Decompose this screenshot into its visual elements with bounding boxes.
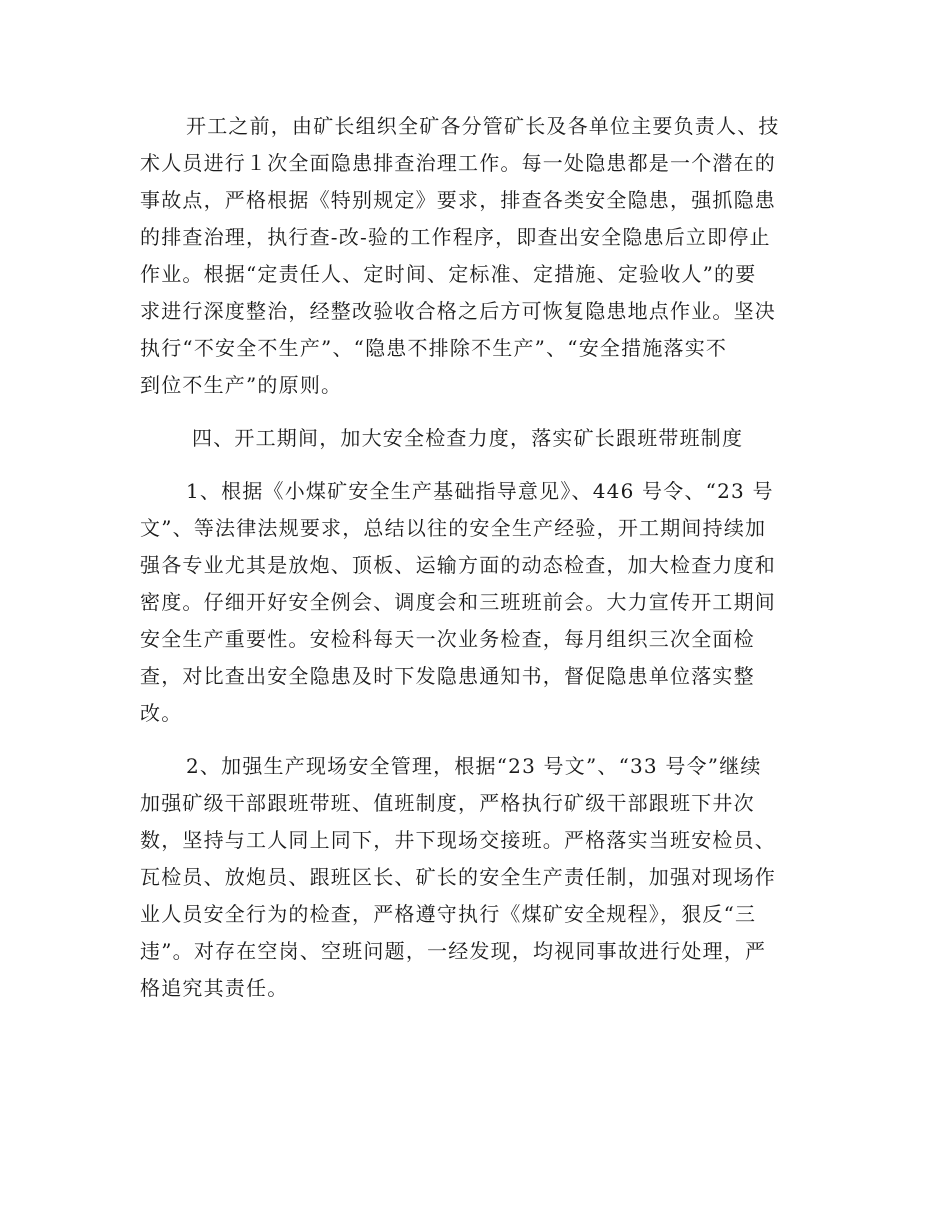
- text-line: 格追究其责任。: [140, 976, 289, 1000]
- text-line: 术人员进行１次全面隐患排查治理工作。每一处隐患都是一个潜在的: [140, 151, 776, 175]
- section-heading-4: [140, 420, 810, 457]
- text-line: 文”、等法律法规要求，总结以往的安全生产经验，开工期间持续加: [140, 516, 767, 540]
- text-line: 加强矿级干部跟班带班、值班制度，严格执行矿级干部跟班下井次: [140, 791, 755, 815]
- document-body: [140, 108, 810, 1007]
- text-line: 数，坚持与工人同上同下，井下现场交接班。严格落实当班安检员、: [140, 828, 776, 852]
- text-line: 密度。仔细开好安全例会、调度会和三班班前会。大力宣传开工期间: [140, 590, 776, 614]
- text-line: 安全生产重要性。安检科每天一次业务检查，每月组织三次全面检: [140, 627, 755, 651]
- section-heading-text: 四、开工期间，加大安全检查力度，落实矿长跟班带班制度: [192, 426, 744, 450]
- text-line: 开工之前，由矿长组织全矿各分管矿长及各单位主要负责人、技: [186, 114, 780, 138]
- text-line: 作业。根据“定责任人、定时间、定标准、定措施、定验收人”的要: [140, 262, 757, 286]
- text-line: 求进行深度整治，经整改验收合格之后方可恢复隐患地点作业。坚决: [140, 299, 776, 323]
- text-line: 1、根据《小煤矿安全生产基础指导意见》、446 号令、“23 号: [186, 479, 774, 503]
- paragraph-gap: [140, 732, 810, 748]
- text-line: 改。: [140, 701, 183, 725]
- text-line: 强各专业尤其是放炮、顶板、运输方面的动态检查，加大检查力度和: [140, 553, 776, 577]
- text-line: 查，对比查出安全隐患及时下发隐患通知书，督促隐患单位落实整: [140, 664, 755, 688]
- text-line: 事故点，严格根据《特别规定》要求，排查各类安全隐患，强抓隐患: [140, 188, 776, 212]
- text-line: 到位不生产”的原则。: [140, 373, 343, 397]
- paragraph-hazard-inspection: [140, 108, 810, 404]
- paragraph-gap: [140, 457, 810, 473]
- text-line: 违”。对存在空岗、空班问题，一经发现，均视同事故进行处理，严: [140, 939, 767, 963]
- text-line: 业人员安全行为的检查，严格遵守执行《煤矿安全规程》，狠反“三: [140, 902, 757, 926]
- paragraph-gap: [140, 404, 810, 420]
- text-line: 瓦检员、放炮员、跟班区长、矿长的安全生产责任制，加强对现场作: [140, 865, 776, 889]
- paragraph-item-2: [140, 748, 810, 1007]
- paragraph-item-1: [140, 473, 810, 732]
- text-line: 的排查治理，执行查-改-验的工作程序，即查出安全隐患后立即停止: [140, 225, 771, 249]
- text-line: 2、加强生产现场安全管理，根据“23 号文”、“33 号令”继续: [186, 754, 762, 778]
- text-line: 执行“不安全不生产”、“隐患不排除不生产”、“安全措施落实不: [140, 336, 728, 360]
